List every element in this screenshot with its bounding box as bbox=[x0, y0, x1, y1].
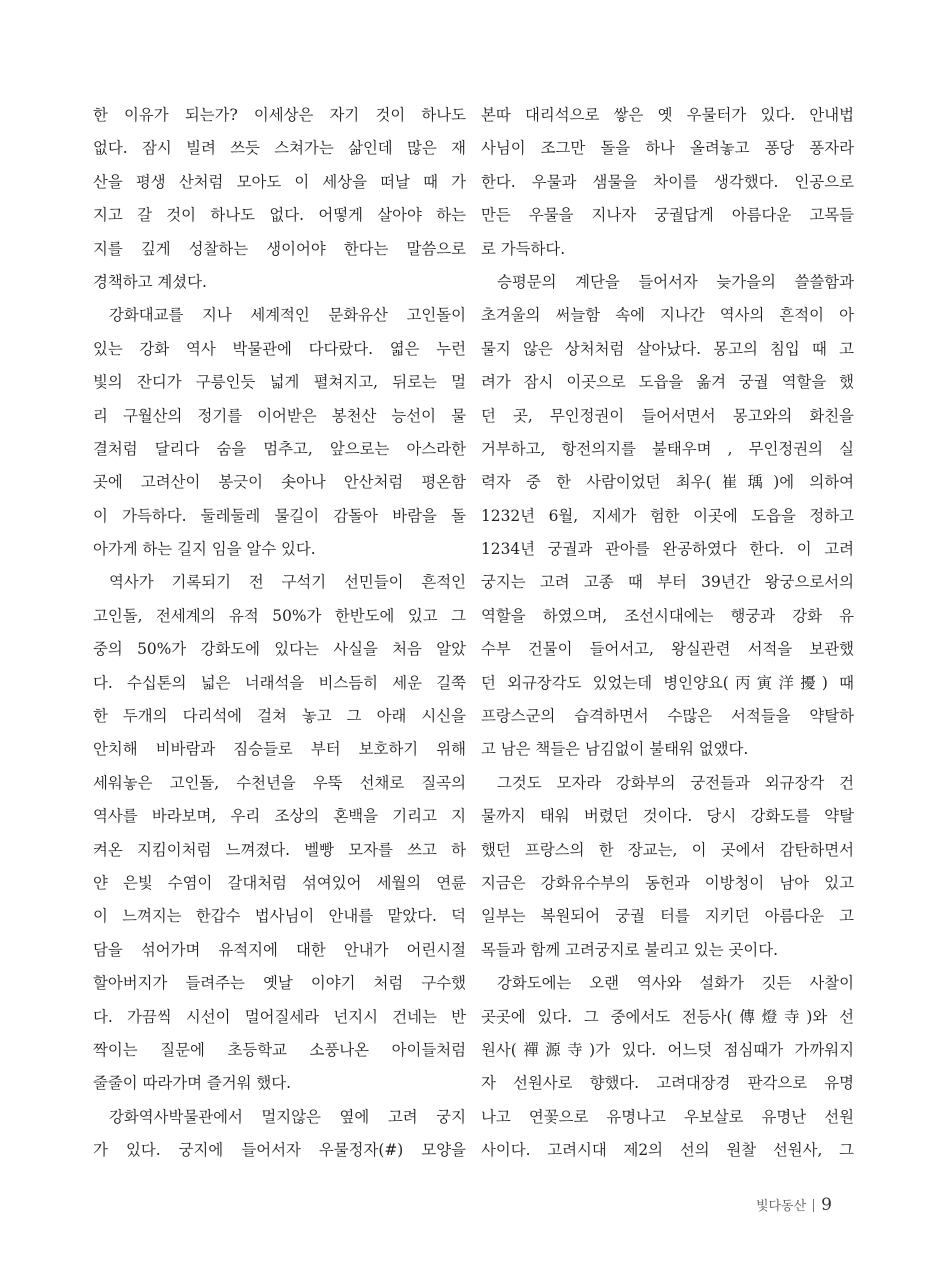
text-line: 역사가 기록되기 전 구석기 선민들이 흔적인 bbox=[109, 573, 466, 592]
text-line: 한 두개의 다리석에 걸쳐 놓고 그 아래 시신을 bbox=[93, 707, 466, 726]
text-line: 산을 평생 산처럼 모아도 이 세상을 떠날 때 가 bbox=[93, 172, 466, 191]
text-line: 강화대교를 지나 세계적인 문화유산 고인돌이 bbox=[109, 306, 466, 325]
text-line: 담을 섞어가며 유적지에 대한 안내가 어린시절 bbox=[93, 940, 466, 959]
text-line: 아가게 하는 길지 임을 알수 있다. bbox=[93, 540, 316, 559]
publication-name: 빛다동산 bbox=[755, 1199, 807, 1214]
text-line: 줄줄이 따라가며 즐거워 했다. bbox=[93, 1074, 291, 1093]
text-line: 거부하고, 항전의지를 불태우며 , 무인정권의 실 bbox=[481, 439, 854, 458]
text-line: 세워놓은 고인돌, 수천년을 우뚝 선채로 질곡의 bbox=[93, 773, 466, 792]
text-line: 켜온 지킴이처럼 느껴졌다. 벨빵 모자를 쓰고 하 bbox=[93, 840, 466, 859]
text-line: 려가 잠시 이곳으로 도읍을 옮겨 궁궐 역할을 했 bbox=[481, 373, 854, 392]
left-text-column bbox=[93, 99, 466, 1168]
text-line: 나고 연꽃으로 유명나고 우보살로 유명난 선원 bbox=[481, 1107, 854, 1126]
text-line: 안치해 비바람과 짐승들로 부터 보호하기 위해 bbox=[93, 740, 466, 759]
text-line: 사님이 조그만 돌을 하나 올려놓고 퐁당 퐁자라 bbox=[481, 139, 854, 158]
text-line: 역사를 바라보며, 우리 조상의 혼백을 기리고 지 bbox=[93, 807, 466, 826]
footer-divider bbox=[813, 1199, 814, 1212]
text-line: 했던 프랑스의 한 장교는, 이 곳에서 감탄하면서 bbox=[481, 840, 854, 859]
text-line: 프랑스군의 습격하면서 수많은 서적들을 약탈하 bbox=[481, 707, 854, 726]
text-line: 짝이는 질문에 초등학교 소풍나온 아이들처럼 bbox=[93, 1040, 466, 1059]
text-line: 만든 우물을 지나자 궁궐답게 아름다운 고목들 bbox=[481, 206, 854, 225]
text-line: 지고 갈 것이 하나도 없다. 어떻게 살아야 하는 bbox=[93, 206, 466, 225]
text-line: 곳곳에 있다. 그 중에서도 전등사(傳燈寺)와 선 bbox=[481, 1007, 854, 1026]
text-line: 궁지는 고려 고종 때 부터 39년간 왕궁으로서의 bbox=[481, 573, 854, 592]
text-line: 던 외규장각도 있었는데 병인양요(丙寅洋擾) 때 bbox=[481, 673, 854, 692]
text-line: 강화도에는 오랜 역사와 설화가 깃든 사찰이 bbox=[497, 974, 854, 993]
text-line: 이 가득하다. 둘레둘레 물길이 감돌아 바람을 돌 bbox=[93, 506, 466, 525]
text-line: 그것도 모자라 강화부의 궁전들과 외규장각 건 bbox=[497, 773, 854, 792]
text-line: 얀 은빛 수염이 갈대처럼 섞여있어 세월의 연륜 bbox=[93, 873, 466, 892]
text-line: 중의 50%가 강화도에 있다는 사실을 처음 알았 bbox=[93, 640, 466, 659]
text-line: 곳에 고려산이 봉긋이 솟아나 안산처럼 평온함 bbox=[93, 473, 466, 492]
text-line: 빛의 잔디가 구릉인듯 넓게 펼쳐지고, 뒤로는 멀 bbox=[93, 373, 466, 392]
page-footer bbox=[756, 1195, 832, 1215]
text-line: 리 구월산의 정기를 이어받은 봉천산 능선이 물 bbox=[93, 406, 466, 425]
text-line: 물지 않은 상처처럼 살아났다. 몽고의 침입 때 고 bbox=[481, 339, 854, 358]
right-text-column bbox=[481, 99, 854, 1168]
text-line: 력자 중 한 사람이었던 최우(崔瑀)에 의하여 bbox=[481, 473, 854, 492]
text-line: 일부는 복원되어 궁궐 터를 지키던 아름다운 고 bbox=[481, 907, 854, 926]
text-line: 지금은 강화유수부의 동헌과 이방청이 남아 있고 bbox=[481, 873, 854, 892]
text-line: 로 가득하다. bbox=[481, 239, 566, 258]
text-line: 승평문의 계단을 들어서자 늦가을의 쓸쓸함과 bbox=[497, 272, 854, 291]
text-line: 역할을 하였으며, 조선시대에는 행궁과 강화 유 bbox=[481, 606, 854, 625]
text-line: 수부 건물이 들어서고, 왕실관련 서적을 보관했 bbox=[481, 640, 854, 659]
text-line: 던 곳, 무인정권이 들어서면서 몽고와의 화친을 bbox=[481, 406, 854, 425]
text-line: 1232년 6월, 지세가 험한 이곳에 도읍을 정하고 bbox=[481, 506, 854, 525]
text-line: 초겨울의 써늘함 속에 지나간 역사의 흔적이 아 bbox=[481, 306, 854, 325]
text-line: 고 남은 책들은 남김없이 불태워 없앴다. bbox=[481, 740, 749, 759]
text-line: 자 선원사로 향했다. 고려대장경 판각으로 유명 bbox=[481, 1074, 854, 1093]
text-line: 다. 가끔씩 시선이 멀어질세라 넌지시 건네는 반 bbox=[93, 1007, 466, 1026]
text-line: 있는 강화 역사 박물관에 다다랐다. 엷은 누런 bbox=[93, 339, 466, 358]
text-line: 경책하고 계셨다. bbox=[93, 272, 207, 291]
text-line: 원사(禪源寺)가 있다. 어느덧 점심때가 가까워지 bbox=[481, 1040, 854, 1059]
text-line: 가 있다. 궁지에 들어서자 우물정자(#) 모양을 bbox=[93, 1141, 466, 1160]
text-line: 1234년 궁궐과 관아를 완공하였다 한다. 이 고려 bbox=[481, 540, 854, 559]
text-line: 한 이유가 되는가? 이세상은 자기 것이 하나도 bbox=[93, 106, 466, 124]
text-line: 물까지 태워 버렸던 것이다. 당시 강화도를 약탈 bbox=[481, 807, 854, 826]
text-line: 없다. 잠시 빌려 쓰듯 스쳐가는 삶인데 많은 재 bbox=[93, 139, 466, 158]
text-line: 할아버지가 들려주는 옛날 이야기 처럼 구수했 bbox=[93, 974, 466, 993]
text-line: 한다. 우물과 샘물을 차이를 생각했다. 인공으로 bbox=[481, 172, 854, 191]
text-line: 사이다. 고려시대 제2의 선의 원찰 선원사, 그 bbox=[481, 1141, 854, 1160]
text-line: 고인돌, 전세계의 유적 50%가 한반도에 있고 그 bbox=[93, 606, 466, 625]
text-line: 강화역사박물관에서 멀지않은 옆에 고려 궁지 bbox=[109, 1107, 466, 1126]
page-number: 9 bbox=[821, 1195, 832, 1215]
text-line: 다. 수십톤의 넓은 너래석을 비스듬히 세운 길쭉 bbox=[93, 673, 466, 692]
text-line: 지를 깊게 성찰하는 생이어야 한다는 말씀으로 bbox=[93, 239, 466, 258]
text-line: 목들과 함께 고려궁지로 불리고 있는 곳이다. bbox=[481, 940, 778, 959]
text-line: 이 느껴지는 한갑수 법사님이 안내를 맡았다. 덕 bbox=[93, 907, 466, 926]
text-line: 결처럼 달리다 숨을 멈추고, 앞으로는 아스라한 bbox=[93, 439, 466, 458]
text-line: 본따 대리석으로 쌓은 옛 우물터가 있다. 안내법 bbox=[481, 106, 854, 124]
